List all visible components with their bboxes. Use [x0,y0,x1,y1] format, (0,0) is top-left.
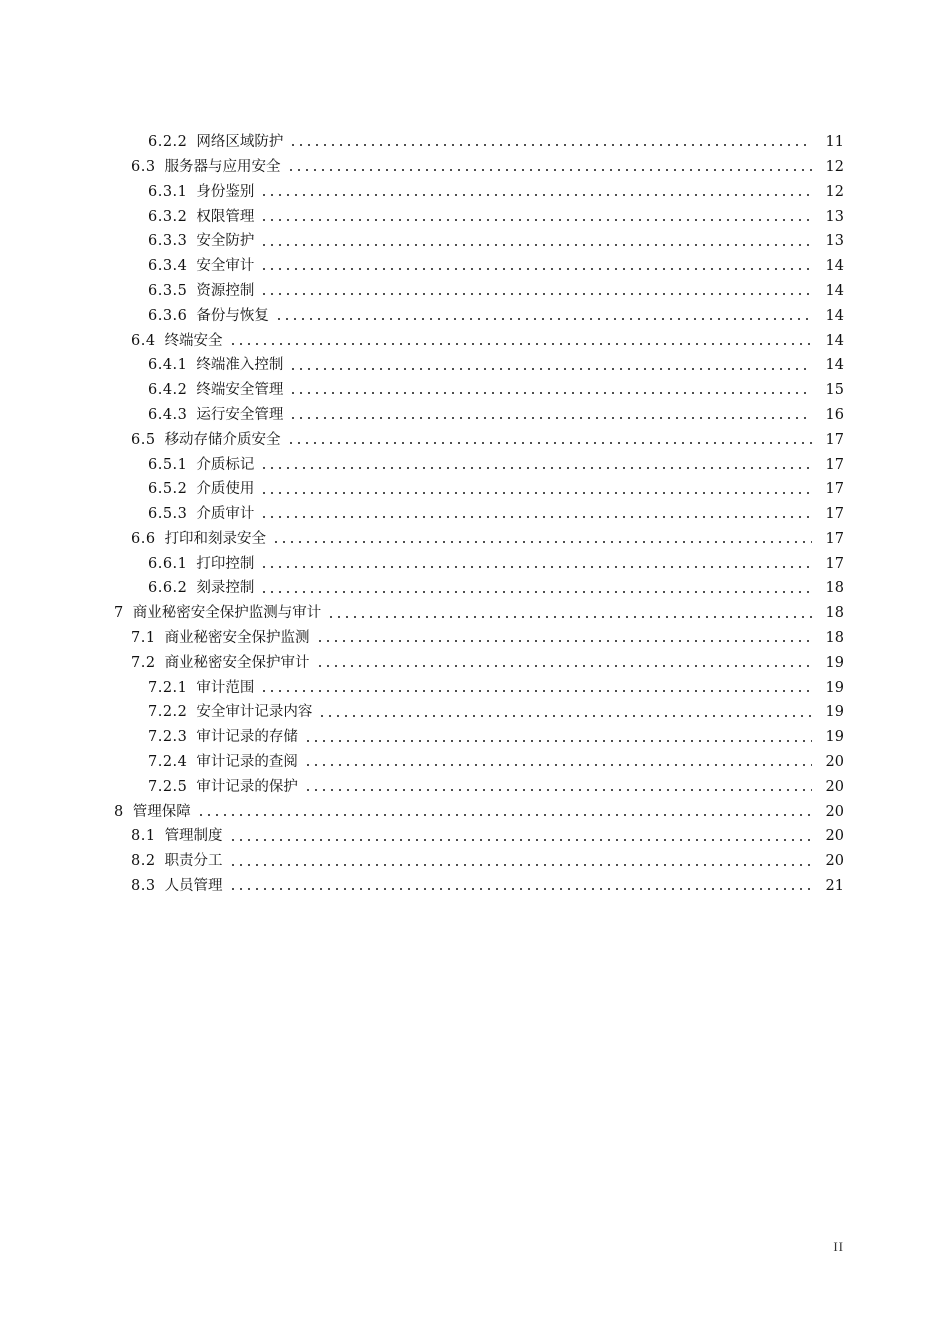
toc-entry[interactable] [0,378,844,403]
toc-entry-number: 8.3 [131,878,156,895]
toc-entry-number: 6.6 [131,530,156,547]
toc-entry[interactable] [0,279,844,304]
toc-entry-number: 6.5.2 [148,481,188,498]
toc-entry-page: 19 [825,729,844,746]
toc-entry[interactable] [0,725,844,750]
toc-entry[interactable] [0,626,844,651]
toc-entry-title: 刻录控制 [196,580,255,597]
toc-entry-page: 16 [825,406,844,423]
toc-entry[interactable] [0,229,844,254]
toc-entry-title: 打印控制 [196,555,255,572]
toc-entry-number: 7.2.2 [148,704,188,721]
toc-entry[interactable] [0,700,844,725]
toc-dot-leader [327,616,812,618]
toc-entry-number: 8.1 [131,828,156,845]
toc-entry-title: 审计范围 [196,679,255,696]
toc-entry-number: 6.3.4 [148,258,188,275]
toc-entry-title: 商业秘密安全保护监测与审计 [132,605,322,622]
toc-entry-page: 15 [825,382,844,399]
toc-entry-title: 安全审计记录内容 [196,704,313,721]
toc-entry[interactable] [0,576,844,601]
toc-entry-title: 安全防护 [196,233,255,250]
toc-entry-number: 6.5.3 [148,506,188,523]
toc-dot-leader [304,789,812,791]
toc-dot-leader [304,740,812,742]
toc-entry-title: 身份鉴别 [196,183,255,200]
toc-entry-title: 终端准入控制 [196,357,284,374]
toc-dot-leader [318,715,812,717]
toc-entry-page: 21 [825,878,844,895]
toc-dot-leader [229,343,812,345]
toc-entry-title: 终端安全管理 [196,382,284,399]
toc-entry[interactable] [0,824,844,849]
toc-entry-number: 6.3.1 [148,183,188,200]
toc-dot-leader [275,318,812,320]
toc-entry-page: 14 [825,332,844,349]
toc-entry-number: 8 [114,803,124,820]
toc-entry[interactable] [0,502,844,527]
toc-entry-number: 7.2.4 [148,754,188,771]
toc-entry-title: 资源控制 [196,282,255,299]
toc-dot-leader [260,268,812,270]
toc-entry-page: 19 [825,679,844,696]
toc-entry-page: 12 [825,183,844,200]
toc-entry-title: 服务器与应用安全 [164,158,281,175]
toc-dot-leader [260,244,812,246]
toc-entry-title: 介质使用 [196,481,255,498]
toc-dot-leader [229,864,812,866]
toc-entry-title: 管理制度 [164,828,223,845]
toc-dot-leader [260,492,812,494]
toc-entry[interactable] [0,130,844,155]
toc-entry[interactable] [0,304,844,329]
toc-entry-page: 17 [825,506,844,523]
toc-entry-title: 备份与恢复 [196,307,269,324]
toc-entry-title: 终端安全 [164,332,223,349]
toc-entry[interactable] [0,353,844,378]
toc-entry[interactable] [0,676,844,701]
toc-dot-leader [316,665,812,667]
toc-entry-number: 7.2 [131,654,156,671]
toc-entry[interactable] [0,204,844,229]
toc-entry[interactable] [0,874,844,899]
toc-entry[interactable] [0,552,844,577]
toc-entry-page: 18 [825,605,844,622]
toc-entry-page: 13 [825,208,844,225]
toc-dot-leader [260,467,812,469]
toc-entry-title: 职责分工 [164,853,223,870]
toc-entry-title: 商业秘密安全保护监测 [164,630,310,647]
toc-entry-title: 介质标记 [196,456,255,473]
toc-entry-page: 17 [825,431,844,448]
toc-entry-page: 14 [825,258,844,275]
toc-entry-page: 18 [825,630,844,647]
toc-entry-number: 6.4.3 [148,406,188,423]
toc-dot-leader [260,690,812,692]
toc-entry-page: 13 [825,233,844,250]
toc-dot-leader [260,566,812,568]
toc-entry[interactable] [0,775,844,800]
toc-entry[interactable] [0,452,844,477]
toc-entry-number: 6.3.3 [148,233,188,250]
toc-entry-number: 6.4.1 [148,357,188,374]
toc-entry-title: 网络区域防护 [196,134,284,151]
toc-entry[interactable] [0,800,844,825]
toc-entry-number: 7.1 [131,630,156,647]
toc-entry-page: 17 [825,530,844,547]
toc-entry[interactable] [0,328,844,353]
page-number: II [833,1239,844,1254]
toc-entry-page: 17 [825,555,844,572]
toc-entry-number: 6.6.1 [148,555,188,572]
toc-entry-number: 6.3 [131,158,156,175]
toc-entry[interactable] [0,477,844,502]
toc-entry[interactable] [0,155,844,180]
toc-dot-leader [289,417,812,419]
toc-dot-leader [289,368,812,370]
toc-entry-page: 12 [825,158,844,175]
toc-dot-leader [260,219,812,221]
toc-dot-leader [260,591,812,593]
toc-entry[interactable] [0,750,844,775]
toc-dot-leader [304,764,812,766]
toc-dot-leader [229,839,812,841]
toc-entry-title: 权限管理 [196,208,255,225]
toc-entry-number: 7.2.1 [148,679,188,696]
toc-dot-leader [260,516,812,518]
toc-entry-page: 11 [825,134,844,151]
toc-entry-number: 6.5.1 [148,456,188,473]
toc-entry-page: 14 [825,307,844,324]
toc-entry-number: 6.2.2 [148,134,188,151]
toc-entry-number: 6.4.2 [148,382,188,399]
toc-entry-title: 运行安全管理 [196,406,284,423]
toc-entry[interactable] [0,849,844,874]
toc-entry[interactable] [0,180,844,205]
table-of-contents [0,130,950,899]
toc-entry-number: 6.4 [131,332,156,349]
toc-entry-number: 8.2 [131,853,156,870]
toc-entry-number: 7.2.3 [148,729,188,746]
toc-entry[interactable] [0,527,844,552]
toc-entry-number: 6.5 [131,431,156,448]
toc-entry-page: 19 [825,654,844,671]
toc-entry-title: 审计记录的保护 [196,778,298,795]
toc-entry-title: 介质审计 [196,506,255,523]
toc-entry-number: 7 [114,605,124,622]
toc-entry[interactable] [0,601,844,626]
toc-entry[interactable] [0,651,844,676]
toc-dot-leader [272,541,812,543]
toc-entry-page: 20 [825,778,844,795]
toc-entry-page: 20 [825,853,844,870]
toc-entry-title: 安全审计 [196,258,255,275]
toc-entry[interactable] [0,254,844,279]
toc-entry-title: 审计记录的存储 [196,729,298,746]
toc-entry-page: 17 [825,481,844,498]
toc-entry-title: 打印和刻录安全 [164,530,267,547]
toc-entry-number: 6.3.6 [148,307,188,324]
toc-entry-title: 移动存储介质安全 [164,431,281,448]
toc-dot-leader [197,814,812,816]
toc-entry-page: 20 [825,754,844,771]
toc-entry-page: 14 [825,357,844,374]
toc-entry[interactable] [0,403,844,428]
toc-dot-leader [287,169,812,171]
toc-dot-leader [260,293,812,295]
toc-entry-page: 17 [825,456,844,473]
toc-entry-number: 6.3.2 [148,208,188,225]
toc-entry-title: 商业秘密安全保护审计 [164,654,310,671]
toc-entry-page: 20 [825,828,844,845]
toc-dot-leader [260,194,812,196]
toc-entry-number: 7.2.5 [148,778,188,795]
toc-dot-leader [229,888,812,890]
toc-entry-title: 管理保障 [132,803,191,820]
toc-dot-leader [289,392,812,394]
toc-dot-leader [316,640,812,642]
toc-dot-leader [287,442,812,444]
toc-entry-page: 14 [825,282,844,299]
toc-entry-page: 19 [825,704,844,721]
toc-entry-number: 6.3.5 [148,282,188,299]
toc-entry-page: 18 [825,580,844,597]
toc-entry-page: 20 [825,803,844,820]
toc-dot-leader [289,144,812,146]
toc-entry[interactable] [0,428,844,453]
toc-entry-title: 审计记录的查阅 [196,754,298,771]
toc-entry-number: 6.6.2 [148,580,188,597]
toc-entry-title: 人员管理 [164,878,223,895]
